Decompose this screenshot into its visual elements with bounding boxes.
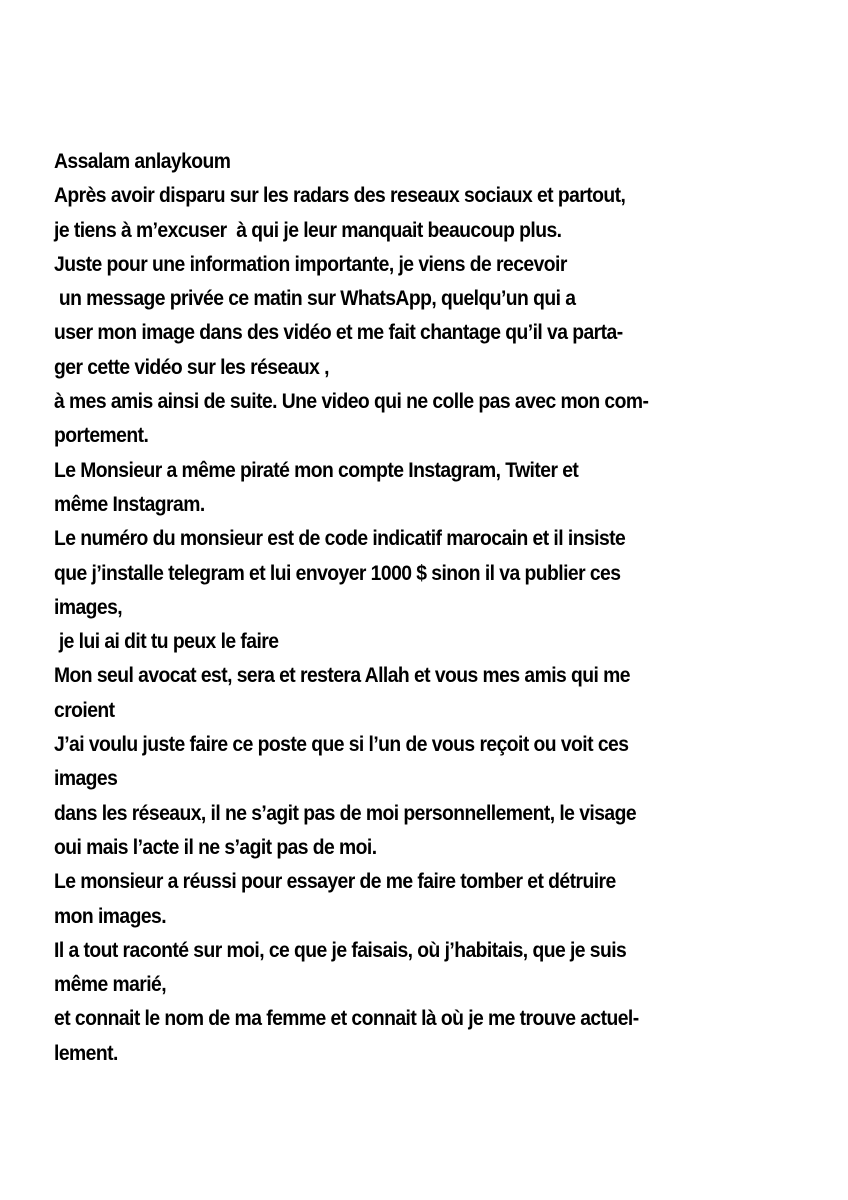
text-line: même Instagram. — [54, 492, 205, 516]
text-line: un message privée ce matin sur WhatsApp, quelqu’un qui a — [54, 287, 576, 311]
text-line: images, — [54, 595, 123, 619]
text-line: Il a tout raconté sur moi, ce que je faisais, où j’habitais, que je suis — [54, 938, 627, 962]
message-text — [54, 145, 753, 1071]
text-line: portement. — [54, 424, 149, 448]
text-line: à mes amis ainsi de suite. Une video qui ne colle pas avec mon com- — [54, 390, 649, 414]
text-line: user mon image dans des vidéo et me fait chantage qu’il va parta- — [54, 321, 623, 345]
text-line: Le monsieur a réussi pour essayer de me faire tomber et détruire — [54, 870, 616, 894]
text-line: ger cette vidéo sur les réseaux , — [54, 355, 329, 379]
text-line: lement. — [54, 1041, 118, 1065]
text-line: que j’installe telegram et lui envoyer 1000 $ sinon il va publier ces — [54, 561, 621, 585]
text-line: et connait le nom de ma femme et connait là où je me trouve actuel- — [54, 1007, 639, 1031]
text-line: dans les réseaux, il ne s’agit pas de moi personnellement, le visage — [54, 801, 637, 825]
text-line: Juste pour une information importante, je viens de recevoir — [54, 252, 567, 276]
text-line-greeting: Assalam anlaykoum — [54, 150, 231, 173]
text-line: croient — [54, 698, 115, 722]
text-line: même marié, — [54, 973, 167, 997]
text-line: Mon seul avocat est, sera et restera Allah et vous mes amis qui me — [54, 664, 630, 688]
text-line: je lui ai dit tu peux le faire — [54, 630, 279, 654]
text-line: Après avoir disparu sur les radars des reseaux sociaux et partout, — [54, 184, 626, 208]
text-line: images — [54, 767, 118, 791]
text-line: mon images. — [54, 904, 167, 928]
text-line: je tiens à m’excuser à qui je leur manquait beaucoup plus. — [54, 218, 562, 242]
text-line: J’ai voulu juste faire ce poste que si l’un de vous reçoit ou voit ces — [54, 733, 629, 757]
text-line: Le numéro du monsieur est de code indicatif marocain et il insiste — [54, 527, 626, 551]
text-line: oui mais l’acte il ne s’agit pas de moi. — [54, 835, 377, 859]
text-line: Le Monsieur a même piraté mon compte Instagram, Twiter et — [54, 458, 579, 482]
